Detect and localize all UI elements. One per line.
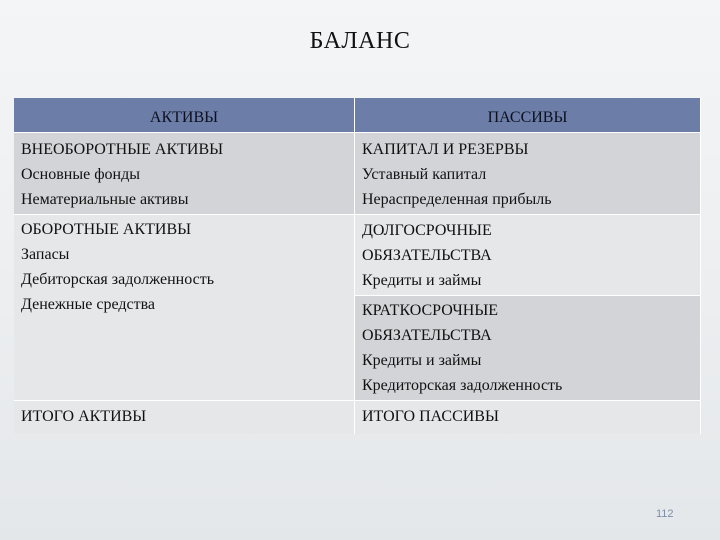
current-assets-cell <box>14 215 355 401</box>
slide-title: БАЛАНС <box>309 28 411 54</box>
balance-table <box>14 98 701 434</box>
capital-heading: КАПИТАЛ И РЕЗЕРВЫ <box>362 141 529 158</box>
long-term-heading-line1: ДОЛГОСРОЧНЫЕ <box>362 222 492 239</box>
short-term-heading-line1: КРАТКОСРОЧНЫЕ <box>362 302 499 319</box>
long-term-heading-line2: ОБЯЗАТЕЛЬСТВА <box>362 247 492 264</box>
liabilities-header: ПАССИВЫ <box>355 98 701 133</box>
receivables-item: Дебиторская задолженность <box>21 271 214 288</box>
table-row <box>14 215 701 296</box>
noncurrent-assets-cell <box>14 133 355 215</box>
table-row <box>14 401 701 435</box>
long-term-liabilities-cell <box>355 215 701 296</box>
assets-header: АКТИВЫ <box>14 98 355 133</box>
total-assets-cell: ИТОГО АКТИВЫ <box>14 401 355 435</box>
capital-cell <box>355 133 701 215</box>
total-liabilities-cell: ИТОГО ПАССИВЫ <box>355 401 701 435</box>
short-term-heading-line2: ОБЯЗАТЕЛЬСТВА <box>362 327 492 344</box>
intangible-assets-item: Нематериальные активы <box>21 191 189 208</box>
fixed-assets-item: Основные фонды <box>21 166 141 183</box>
cash-item: Денежные средства <box>21 296 156 313</box>
charter-capital-item: Уставный капитал <box>362 166 487 183</box>
short-term-liabilities-cell <box>355 296 701 401</box>
short-term-loans-item: Кредиты и займы <box>362 352 482 369</box>
table-header-row <box>14 98 701 133</box>
noncurrent-assets-heading: ВНЕОБОРОТНЫЕ АКТИВЫ <box>21 141 224 158</box>
table-row <box>14 133 701 215</box>
current-assets-heading: ОБОРОТНЫЕ АКТИВЫ <box>21 221 192 238</box>
retained-earnings-item: Нераспределенная прибыль <box>362 191 552 208</box>
long-term-loans-item: Кредиты и займы <box>362 272 482 289</box>
payables-item: Кредиторская задолженность <box>362 377 563 394</box>
page-number: 112 <box>656 508 674 520</box>
inventory-item: Запасы <box>21 246 70 263</box>
